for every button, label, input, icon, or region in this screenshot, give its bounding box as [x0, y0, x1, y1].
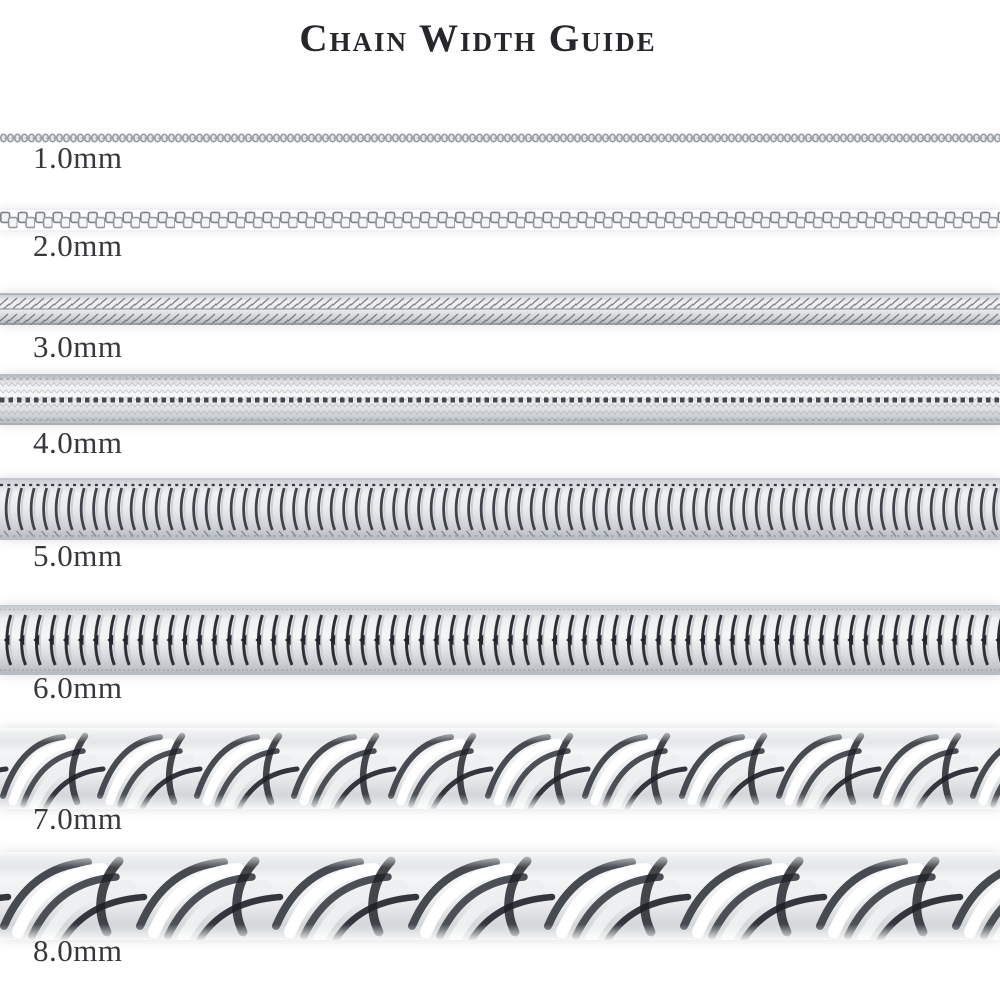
chain-row	[0, 374, 1000, 468]
chain-image-2mm	[0, 210, 1000, 230]
chain-row	[0, 210, 1000, 274]
chain-width-label: 4.0mm	[33, 425, 123, 460]
chain-image-6mm	[0, 605, 1000, 675]
chain-row	[0, 728, 1000, 840]
chain-image-3mm	[0, 293, 1000, 325]
chain-row	[0, 605, 1000, 715]
chain-row	[0, 293, 1000, 369]
chain-image-8mm	[0, 852, 1000, 940]
chain-width-label: 6.0mm	[33, 670, 123, 705]
page-title: Chain Width Guide	[299, 17, 657, 60]
chain-width-label: 1.0mm	[33, 140, 123, 175]
chain-image-7mm	[0, 728, 1000, 809]
chain-row	[0, 478, 1000, 582]
chain-image-1mm	[0, 131, 1000, 145]
chain-image-5mm	[0, 478, 1000, 540]
chain-width-label: 3.0mm	[33, 329, 123, 364]
chain-width-label: 8.0mm	[33, 933, 123, 968]
chain-row	[0, 131, 1000, 191]
chain-width-label: 7.0mm	[33, 801, 123, 836]
chain-row	[0, 852, 1000, 974]
chain-width-label: 5.0mm	[33, 538, 123, 573]
chain-image-4mm	[0, 374, 1000, 425]
chain-width-label: 2.0mm	[33, 228, 123, 263]
